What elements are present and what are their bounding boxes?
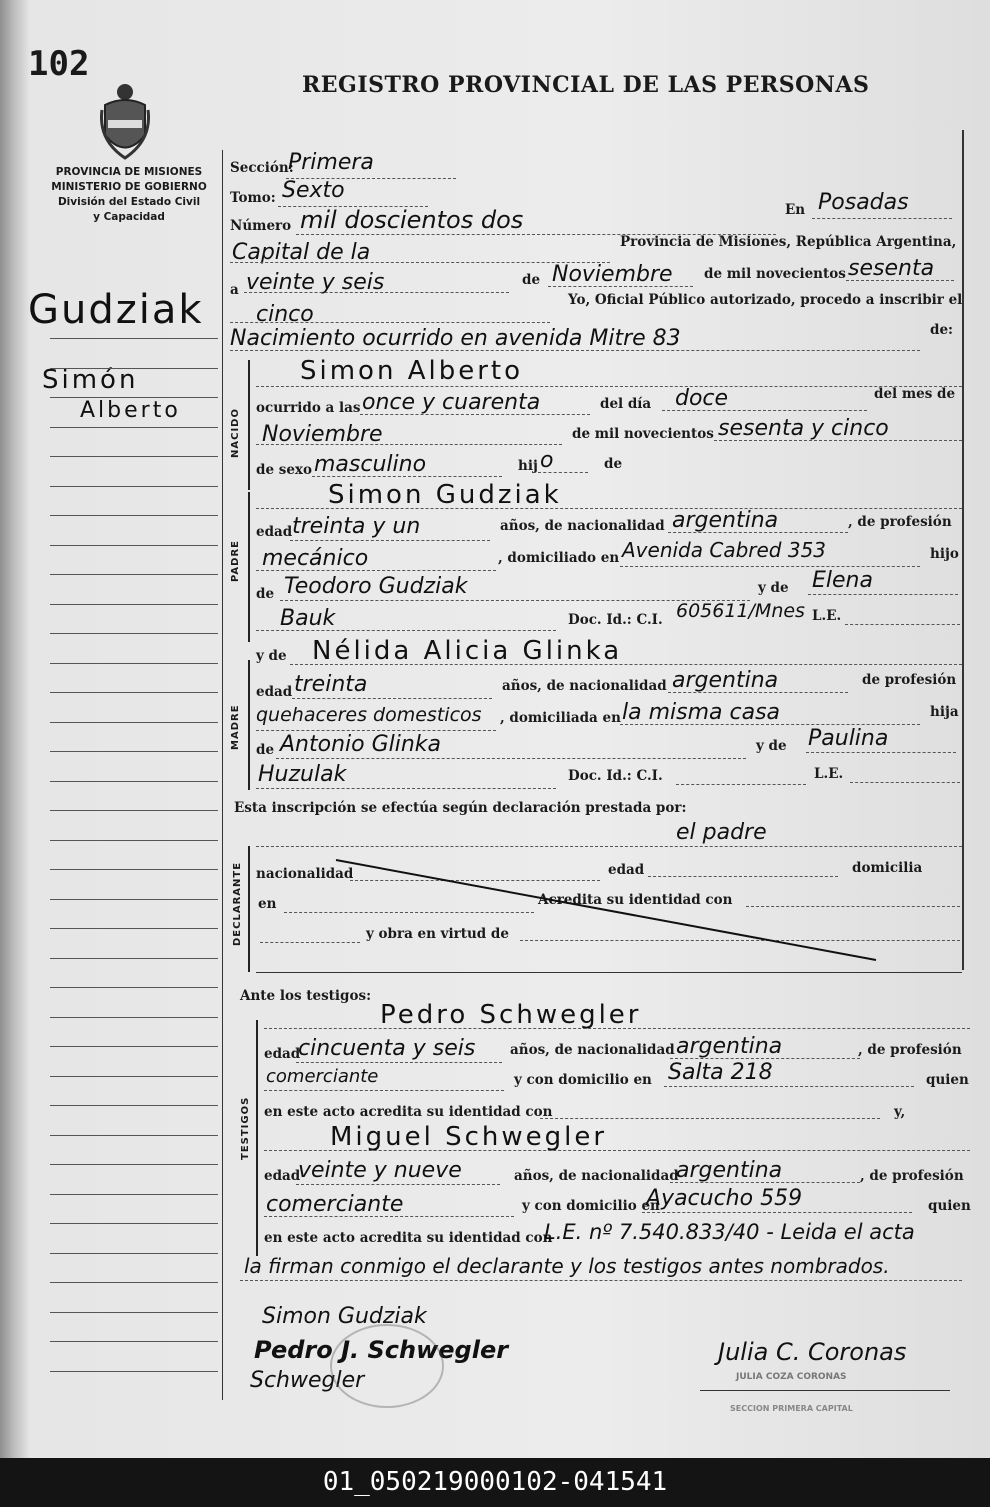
padre-edad-label: edad — [256, 524, 293, 540]
margin-rule — [50, 515, 218, 516]
hij-label: hij — [518, 458, 538, 474]
oficial-text: Yo, Oficial Público autorizado, procedo a inscribir el — [568, 292, 963, 308]
strike-line — [256, 846, 962, 970]
nacido-dia: doce — [675, 386, 729, 411]
madre-profesion: quehaceres domesticos — [256, 704, 482, 726]
tomo-label: Tomo: — [230, 190, 276, 206]
margin-given-1: Simón — [42, 365, 139, 395]
testigo2-nac: argentina — [676, 1158, 783, 1183]
madre-madre-2: Huzulak — [258, 762, 347, 787]
padre-doc: 605611/Mnes — [676, 600, 805, 622]
margin-rule — [50, 574, 218, 575]
testigo1-dom-label: y con domicilio en — [514, 1072, 652, 1088]
padre-madre-2: Bauk — [280, 606, 336, 631]
sexo-value: masculino — [314, 452, 427, 477]
nacido-de-label: de — [604, 456, 623, 472]
margin-rule — [50, 1046, 218, 1047]
madre-side-label: MADRE — [230, 704, 241, 750]
madre-padre: Antonio Glinka — [280, 732, 442, 757]
ante-testigos-label: Ante los testigos: — [240, 988, 372, 1004]
testigo2-doc: L.E. nº 7.540.833/40 - Leida el acta — [544, 1220, 915, 1244]
margin-rule — [50, 456, 218, 457]
margin-rule — [50, 397, 218, 398]
official-stamp: JULIA COZA CORONAS — [736, 1372, 847, 1382]
stamp-seal-icon — [330, 1324, 444, 1408]
declarante-acredita-label: Acredita su identidad con — [538, 892, 733, 908]
padre-bracket — [248, 492, 250, 642]
testigo1-quien-label: quien — [926, 1072, 969, 1088]
margin-rule — [50, 1135, 218, 1136]
padre-edad: treinta y un — [292, 514, 421, 539]
margin-rule — [50, 899, 218, 900]
hijo-label: hijo — [930, 546, 959, 562]
padre-padre: Teodoro Gudziak — [284, 574, 468, 599]
margin-rule — [50, 1164, 218, 1165]
margin-rule — [50, 692, 218, 693]
padre-yde-label: y de — [758, 580, 789, 596]
margin-rule — [50, 486, 218, 487]
padre-profesion: mecánico — [262, 546, 369, 571]
madre-madre: Paulina — [808, 726, 889, 751]
margin-rule — [50, 1341, 218, 1342]
mes-value: Noviembre — [552, 262, 673, 287]
madre-bracket — [248, 660, 250, 790]
footer-code: 01_050219000102-041541 — [0, 1458, 990, 1507]
margin-rule — [50, 427, 218, 428]
margin-rule — [50, 604, 218, 605]
testigos-bracket — [256, 1020, 258, 1256]
mes-label: del mes de — [874, 386, 956, 402]
nacido-mes: Noviembre — [262, 422, 383, 447]
declarante-side-label: DECLARANTE — [232, 861, 243, 946]
madre-nombre: Nélida Alicia Glinka — [312, 636, 623, 666]
official-stamp-2: SECCION PRIMERA CAPITAL — [730, 1404, 853, 1413]
right-border — [962, 130, 964, 970]
hij-value: o — [540, 448, 554, 473]
dia-label: del día — [600, 396, 652, 412]
declarante-obra-label: y obra en virtud de — [366, 926, 509, 942]
nacido-bracket — [248, 360, 250, 490]
a-label: a — [230, 282, 239, 298]
testigo2-prof-label: , de profesión — [860, 1168, 964, 1184]
testigo1-dom: Salta 218 — [668, 1060, 773, 1085]
margin-rule — [50, 958, 218, 959]
nacido-side-label: NACIDO — [230, 408, 241, 458]
padre-nombre: Simon Gudziak — [328, 480, 562, 510]
testigo2-quien-label: quien — [928, 1198, 971, 1214]
testigo1-nombre: Pedro Schwegler — [380, 1000, 642, 1030]
testigo2-acredita-label: en este acto acredita su identidad con — [264, 1230, 553, 1246]
margin-rule — [50, 722, 218, 723]
institution-division: División del Estado Civil — [57, 196, 201, 208]
margin-rule — [50, 1312, 218, 1313]
testigo1-nac-label: años, de nacionalidad — [510, 1042, 675, 1058]
page-number: 102 — [28, 44, 90, 84]
margin-rule — [50, 1371, 218, 1372]
testigo2-nac-label: años, de nacionalidad — [514, 1168, 679, 1184]
madre-doc-label: Doc. Id.: C.I. — [568, 768, 663, 784]
madre-edad-label: edad — [256, 684, 293, 700]
nacido-anio: sesenta y cinco — [718, 416, 889, 441]
numero-value: mil doscientos dos — [300, 206, 524, 234]
nacido-mil-label: de mil novecientos — [572, 426, 714, 442]
margin-given-2: Alberto — [80, 398, 181, 423]
madre-dom-label: , domiciliada en — [500, 710, 621, 726]
signature-father: Simon Gudziak — [262, 1304, 427, 1329]
margin-rule — [50, 633, 218, 634]
capital-value: Capital de la — [232, 240, 371, 265]
madre-yde-label: y de — [256, 648, 287, 664]
margin-rule — [50, 1282, 218, 1283]
signature-witness-1: Pedro J. Schwegler — [254, 1336, 509, 1364]
nacido-nombre: Simon Alberto — [300, 356, 524, 386]
testigo1-prof-label: , de profesión — [858, 1042, 962, 1058]
en-value: Posadas — [818, 190, 909, 215]
testigo1-y-label: y, — [894, 1104, 906, 1120]
madre-le-label: L.E. — [814, 766, 844, 782]
seccion-label: Sección: — [230, 160, 294, 176]
margin-rule — [50, 840, 218, 841]
signature-witness-2: Schwegler — [250, 1368, 365, 1393]
en-label: En — [785, 202, 806, 218]
ocurrido-label: ocurrido a las — [256, 400, 361, 416]
padre-prof-label: , de profesión — [848, 514, 952, 530]
tomo-value: Sexto — [282, 178, 345, 203]
sexo-label: de sexo — [256, 462, 312, 478]
institution-province: PROVINCIA DE MISIONES — [55, 166, 203, 178]
testigo2-prof: comerciante — [266, 1192, 404, 1217]
margin-rule — [50, 368, 218, 369]
madre-nac: argentina — [672, 668, 779, 693]
testigo2-edad-label: edad — [264, 1168, 301, 1184]
madre-prof-label: de profesión — [862, 672, 957, 688]
margin-rule — [50, 928, 218, 929]
margin-rule — [50, 1194, 218, 1195]
testigo1-edad: cincuenta y seis — [298, 1036, 476, 1061]
testigo2-nombre: Miguel Schwegler — [330, 1122, 608, 1152]
provincia-text: Provincia de Misiones, República Argentina, — [620, 234, 957, 250]
margin-rule — [50, 663, 218, 664]
margin-rule — [50, 338, 218, 339]
testigo2-edad: veinte y nueve — [298, 1158, 462, 1183]
declaracion-text: Esta inscripción se efectúa según declaración prestada por: — [234, 800, 687, 816]
institution-block — [40, 165, 218, 225]
margin-rule — [50, 1105, 218, 1106]
margin-rule — [50, 1253, 218, 1254]
testigo1-acredita-label: en este acto acredita su identidad con — [264, 1104, 553, 1120]
padre-doc-label: Doc. Id.: C.I. — [568, 612, 663, 628]
padre-nac-label: años, de nacionalidad — [500, 518, 665, 534]
margin-rule — [50, 545, 218, 546]
signature-official: Julia C. Coronas — [718, 1338, 907, 1366]
coat-of-arms-icon — [100, 80, 150, 162]
nacimiento-value: Nacimiento ocurrido en avenida Mitre 83 — [230, 326, 681, 351]
declaracion-por: el padre — [676, 820, 767, 845]
madre-de-label: de — [256, 742, 275, 758]
cierre-text: la firman conmigo el declarante y los testigos antes nombrados. — [244, 1254, 890, 1278]
margin-rule — [50, 810, 218, 811]
margin-rule — [50, 1076, 218, 1077]
madre-yde-label-2: y de — [756, 738, 787, 754]
madre-nac-label: años, de nacionalidad — [502, 678, 667, 694]
declarante-bracket — [248, 846, 250, 972]
margin-rule — [50, 987, 218, 988]
declarante-edad-label: edad — [608, 862, 645, 878]
anio-value-2: cinco — [256, 302, 314, 327]
declarante-nac-label: nacionalidad — [256, 866, 354, 882]
page-title: REGISTRO PROVINCIAL DE LAS PERSONAS — [302, 72, 870, 98]
testigo1-prof: comerciante — [266, 1066, 379, 1087]
dia-value: veinte y seis — [246, 270, 385, 295]
numero-label: Número — [230, 218, 292, 234]
mil-label: de mil novecientos — [704, 266, 846, 282]
madre-domicilio: la misma casa — [622, 700, 781, 725]
margin-divider — [222, 150, 223, 1400]
margin-rule — [50, 869, 218, 870]
margin-rule — [50, 1223, 218, 1224]
declarante-en-label: en — [258, 896, 277, 912]
padre-madre: Elena — [812, 568, 873, 593]
padre-side-label: PADRE — [230, 540, 241, 582]
madre-edad: treinta — [294, 672, 368, 697]
margin-rule — [50, 751, 218, 752]
testigo2-dom: Ayacucho 559 — [646, 1186, 803, 1211]
hija-label: hija — [930, 704, 959, 720]
anio-value: sesenta — [848, 256, 935, 281]
padre-de-label: de — [256, 586, 275, 602]
testigos-side-label: TESTIGOS — [240, 1096, 251, 1160]
margin-surname: Gudziak — [28, 287, 204, 333]
de-label: de — [522, 272, 541, 288]
hora-value: once y cuarenta — [362, 390, 541, 415]
margin-rule — [50, 1017, 218, 1018]
padre-le-label: L.E. — [812, 608, 842, 624]
padre-nac: argentina — [672, 508, 779, 533]
margin-rule — [50, 781, 218, 782]
seccion-value: Primera — [288, 150, 374, 175]
padre-dom-label: , domiciliado en — [498, 550, 620, 566]
testigo2-dom-label: y con domicilio en — [522, 1198, 660, 1214]
institution-division-2: y Capacidad — [93, 211, 165, 223]
de-label-2: de: — [930, 322, 954, 338]
institution-ministry: MINISTERIO DE GOBIERNO — [51, 181, 207, 193]
padre-domicilio: Avenida Cabred 353 — [622, 538, 827, 562]
testigo1-nac: argentina — [676, 1034, 783, 1059]
testigo1-edad-label: edad — [264, 1046, 301, 1062]
declarante-dom-label: domicilia — [852, 860, 923, 876]
